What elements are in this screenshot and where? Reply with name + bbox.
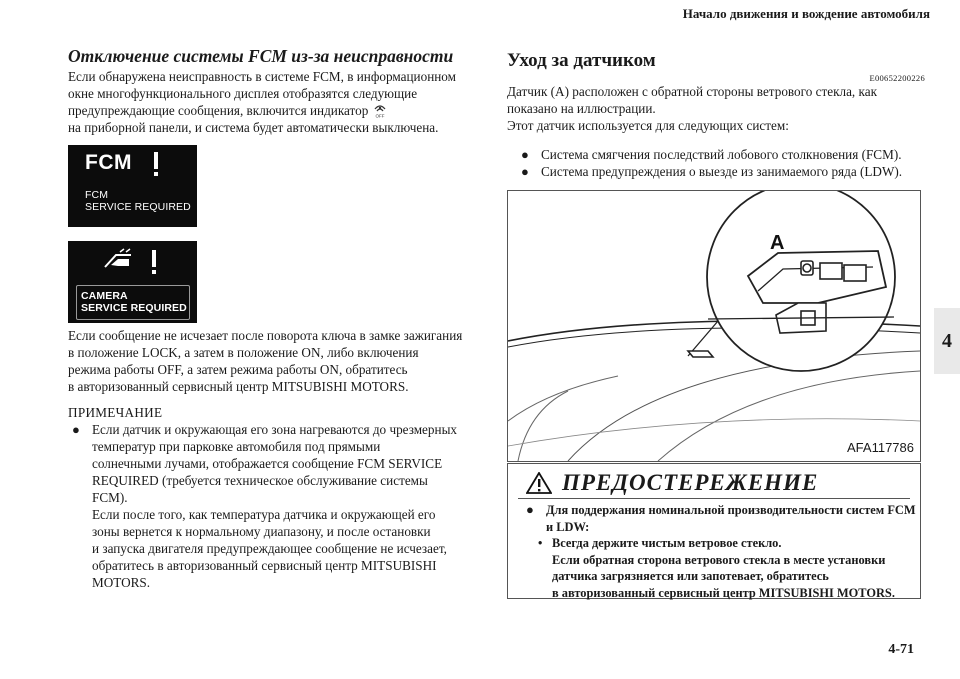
note-line: REQUIRED (требуется техническое обслуживание системы (92, 473, 428, 488)
intro-line: окне многофункционального дисплея отобразятся следующие (68, 86, 418, 101)
note-line: Если датчик и окружающая его зона нагреваются до чрезмерных (92, 422, 458, 437)
caution-header (518, 468, 910, 499)
running-header: Начало движения и вождение автомобиля (682, 6, 930, 21)
chapter-tab (934, 308, 960, 374)
system-name: Система смягчения последствий лобового столкновения (FCM). (541, 147, 902, 162)
list-item (507, 146, 925, 163)
bullet-dot: ● (526, 502, 534, 517)
camera-sensor-icon (102, 247, 134, 271)
bullet-dot: ● (521, 147, 529, 162)
bullet-dot: ● (521, 164, 529, 179)
chapter-number: 4 (942, 329, 952, 352)
caution-line: и LDW: (546, 519, 590, 534)
intro-line: Если обнаружена неисправность в системе FCM, в информационном (68, 69, 456, 84)
after-message-paragraph (68, 327, 483, 395)
bullet-dot: ● (72, 422, 80, 437)
caution-bullet-text (546, 502, 916, 535)
fcm-service-required-screen (68, 145, 197, 227)
sub-bullet-dot: • (538, 536, 543, 550)
screen-fcm-symbol: FCM (85, 151, 132, 174)
note-line: FCM). (92, 490, 128, 505)
caution-line: датчика загрязняется или запотевает, обратитесь (552, 569, 829, 583)
caution-title: ПРЕДОСТЕРЕЖЕНИЕ (562, 470, 819, 495)
paragraph-line: в авторизованный сервисный центр MITSUBISHI MOTORS. (68, 379, 409, 394)
intro-line-with-icon (68, 102, 483, 119)
section-code: E00652200226 (869, 73, 925, 83)
caution-box (507, 463, 921, 599)
label-a: A (770, 232, 785, 254)
right-column (507, 50, 925, 180)
note-line: обратитесь в авторизованный сервисный центр MITSUBISHI (92, 558, 437, 573)
systems-list (507, 146, 925, 180)
caution-sub-text (552, 535, 895, 601)
caution-line: Если обратная сторона ветрового стекла в месте установки (552, 552, 886, 567)
left-column (68, 46, 483, 591)
caution-sub-bullet (522, 535, 914, 601)
note-text (92, 421, 457, 591)
system-name: Система предупреждения о выезде из занимаемого ряда (LDW). (541, 164, 903, 179)
warning-triangle-icon (526, 472, 552, 494)
paragraph-line: режима работы OFF, а затем режима работы ON, обратитесь (68, 362, 408, 377)
note-title: ПРИМЕЧАНИЕ (68, 405, 163, 420)
intro-line: Этот датчик используется для следующих систем: (507, 118, 789, 133)
illustration-code: AFA117786 (847, 440, 914, 455)
intro-line: показано на иллюстрации. (507, 101, 656, 116)
page-number: 4-71 (888, 642, 914, 657)
note-line: Если после того, как температура датчика и окружающей его (92, 507, 436, 522)
screen-line-1: CAMERA (81, 290, 128, 302)
screen-line-1: FCM (85, 189, 109, 201)
exclamation-icon (150, 151, 162, 177)
intro-line: Датчик (A) расположен с обратной стороны ветрового стекла, как (507, 84, 877, 99)
note-line: температур при парковке автомобиля под прямыми (92, 439, 381, 454)
sensor-location-illustration (507, 190, 921, 462)
intro-line: на приборной панели, и система будет автоматически выключена. (68, 120, 439, 135)
fcm-off-indicator-icon (372, 102, 388, 118)
windshield-drawing (508, 191, 920, 461)
screen-line-2: SERVICE REQUIRED (81, 302, 187, 314)
note-line: зоны вернется к нормальному диапазону, и после остановки (92, 524, 431, 539)
note-line: и запуска двигателя предупреждающее сообщение не исчезает, (92, 541, 447, 556)
paragraph-line: Если сообщение не исчезает после поворота ключа в замке зажигания (68, 328, 463, 343)
caution-line: Всегда держите чистым ветровое стекло. (552, 536, 782, 550)
caution-line: Для поддержания номинальной производительности систем FCM (546, 503, 916, 517)
note-bullet (68, 421, 483, 591)
intro-line-text: предупреждающие сообщения, включится индикатор (68, 103, 369, 118)
section-title-sensor-care: Уход за датчиком (507, 50, 656, 71)
section-title-fcm-failure: Отключение системы FCM из-за неисправности (68, 46, 454, 66)
screen-line-2: SERVICE REQUIRED (85, 201, 191, 213)
caution-bullet (522, 502, 914, 535)
svg-text:OFF: OFF (375, 113, 385, 118)
note-line: солнечными лучами, отображается сообщение FCM SERVICE (92, 456, 443, 471)
exclamation-icon (148, 249, 160, 275)
caution-line: в авторизованный сервисный центр MITSUBISHI MOTORS. (552, 585, 895, 600)
camera-service-required-screen (68, 241, 197, 323)
list-item (507, 163, 925, 180)
caution-body (522, 502, 914, 601)
note-line: MOTORS. (92, 575, 151, 590)
paragraph-line: в положение LOCK, а затем в положение ON, либо включения (68, 345, 419, 360)
